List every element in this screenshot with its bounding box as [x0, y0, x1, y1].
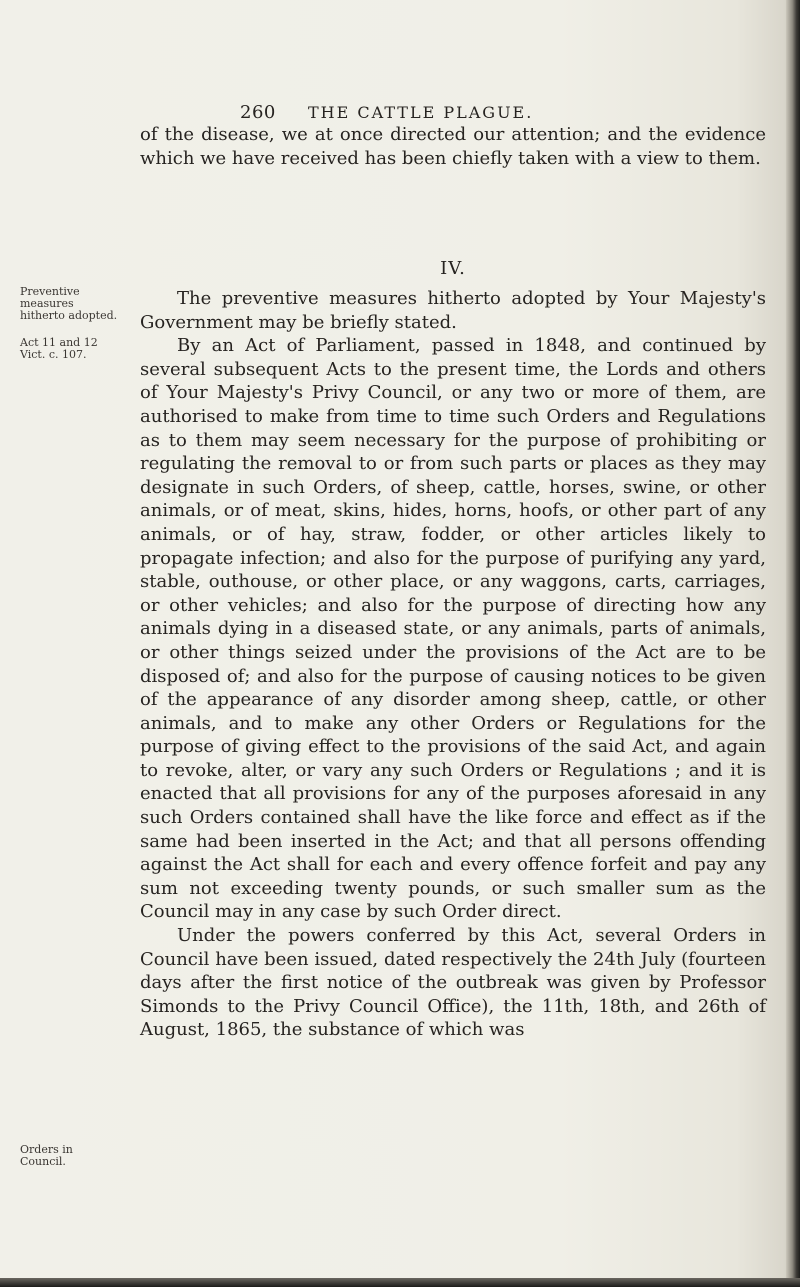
page-edge-shadow — [786, 0, 800, 1287]
page-number: 260 — [240, 102, 276, 123]
bottom-border — [0, 1278, 800, 1287]
continued-paragraph-block — [140, 123, 766, 170]
margin-note-act: Act 11 and 12 Vict. c. 107. — [20, 336, 98, 361]
paragraph-preventive-measures: The preventive measures hitherto adopted by Your Majesty's Government may be briefly stated. — [140, 288, 766, 333]
paragraph-orders-in-council: Under the powers conferred by this Act, several Orders in Council have been issued, dated respectively the 24th July (fourteen days after the first notice of the outbreak was given by Professor Simonds to the Privy Council Office), the 11th, 18th, and 26th of August, 1865, the substance of which was — [140, 925, 766, 1041]
section-heading: IV. — [440, 258, 466, 279]
continued-paragraph: of the disease, we at once directed our attention; and the evidence which we have received has been chiefly taken with a view to them. — [140, 124, 766, 169]
margin-note-orders: Orders in Council. — [20, 1143, 73, 1168]
margin-note-preventive: Preventive measures hitherto adopted. — [20, 285, 118, 322]
running-title: THE CATTLE PLAGUE. — [308, 103, 534, 122]
paragraph-act-of-parliament: By an Act of Parliament, passed in 1848, and continued by several subsequent Acts to the present time, the Lords and others of Your Majesty's Privy Council, or any two or more of them, are authorised to make from time to time such Orders and Regulations as to them may seem necessary for the purpose of prohibiting or regulating the removal to or from such parts or places as they may designate in such Orders, of sheep, cattle, horses, swine, or other animals, or of meat, skins, hides, horns, hoofs, or other part of any animals, or of hay, straw, fodder, or other articles likely to propagate infection; and also for the purpose of purifying any yard, stable, outhouse, or other place, or any waggons, carts, carriages, or other vehicles; and also for the purpose of directing how any animals dying in a diseased state, or any animals, parts of animals, or other things seized under the provisions of the Act are to be disposed of; and also for the purpose of causing notices to be given of the appearance of any disorder among sheep, cattle, or other animals, and to make any other Orders or Regulations for the purpose of giving effect to the provisions of the said Act, and again to revoke, alter, or vary any such Orders or Regulations ; and it is enacted that all provisions for any of the purposes aforesaid in any such Orders contained shall have the like force and effect as if the same had been inserted in the Act; and that all persons offending against the Act shall for each and every offence forfeit and pay any sum not exceeding twenty pounds, or such smaller sum as the Council may in any case by such Order direct. — [140, 335, 766, 923]
section-body — [140, 287, 766, 1042]
